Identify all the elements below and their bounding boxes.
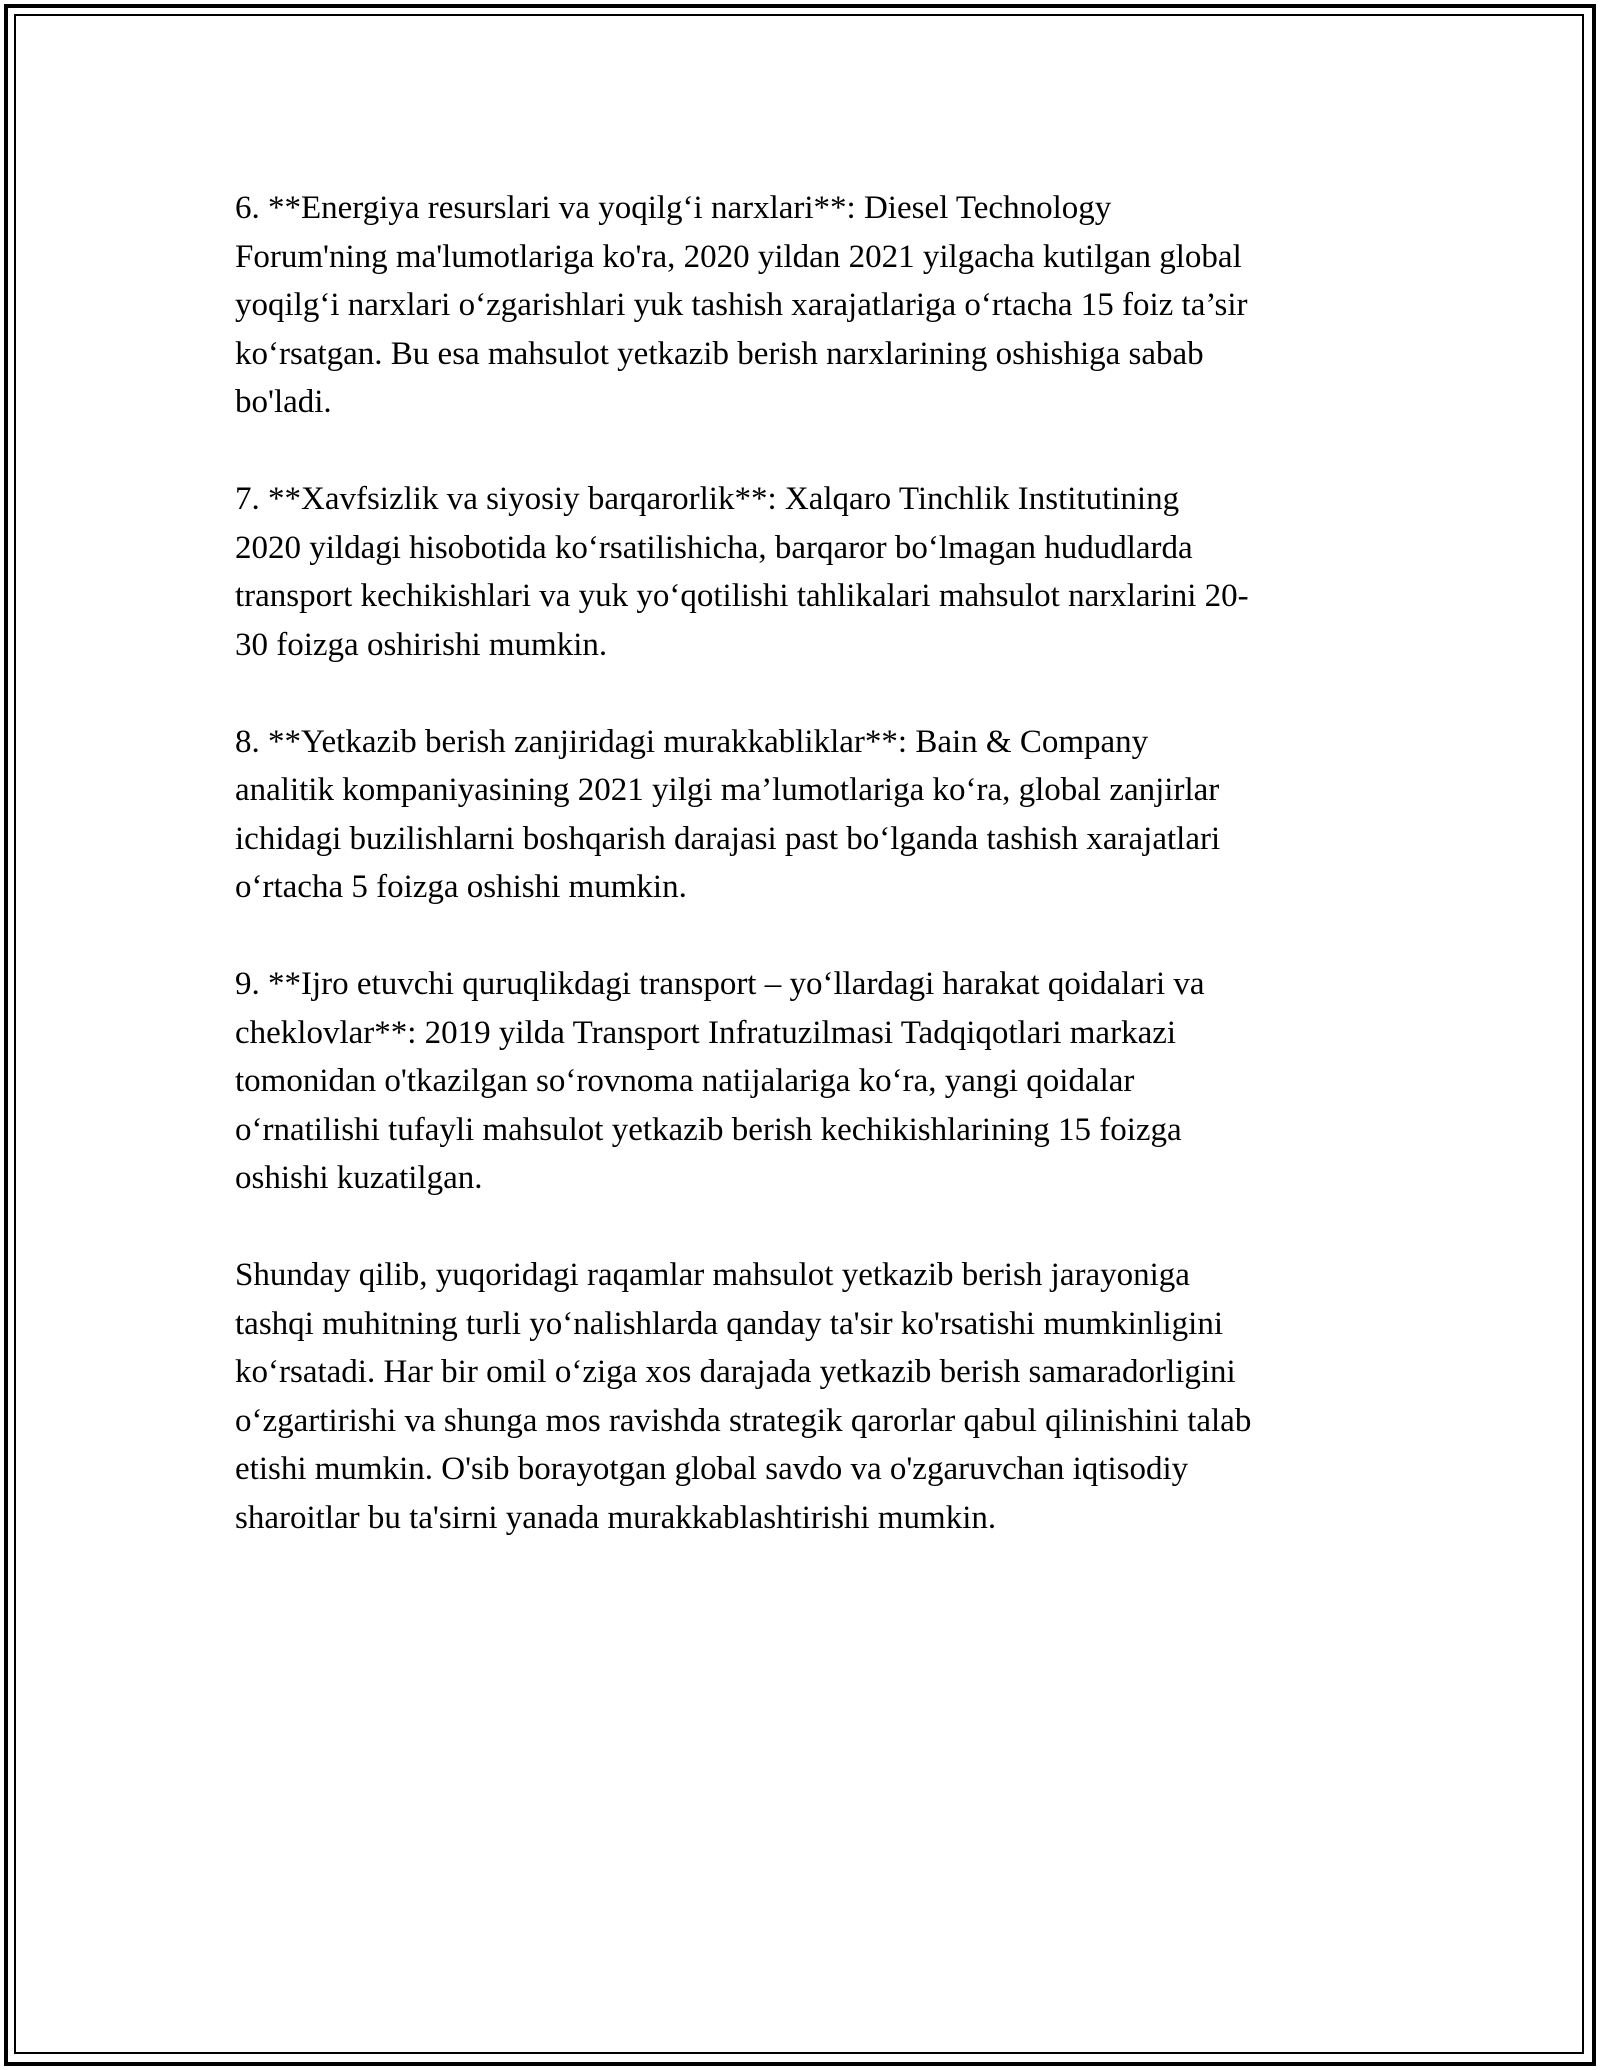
text-line: oshishi kuzatilgan. bbox=[235, 1160, 483, 1196]
text-line: tashqi muhitning turli yo‘nalishlarda qanday ta'sir ko'rsatishi mumkinligini bbox=[235, 1305, 1224, 1342]
text-line: 2020 yildagi hisobotida ko‘rsatilishicha, barqaror bo‘lmagan hududlarda bbox=[235, 529, 1193, 566]
text-line: sharoitlar bu ta'sirni yanada murakkablashtirishi mumkin. bbox=[235, 1499, 997, 1536]
text-line: o‘rnatilishi tufayli mahsulot yetkazib berish kechikishlarining 15 foizga bbox=[235, 1111, 1182, 1148]
document-body bbox=[235, 184, 1375, 1542]
text-line: ko‘rsatadi. Har bir omil o‘ziga xos darajada yetkazib berish samaradorligini bbox=[235, 1354, 1236, 1390]
paragraph-9-land-transport-rules bbox=[235, 960, 1375, 1203]
text-line: 6. **Energiya resurslari va yoqilg‘i narxlari**: Diesel Technology bbox=[235, 190, 1112, 226]
text-line: 30 foizga oshirishi mumkin. bbox=[235, 626, 608, 663]
text-line: 9. **Ijro etuvchi quruqlikdagi transport – yo‘llardagi harakat qoidalari va bbox=[235, 966, 1205, 1002]
text-line: o‘zgartirishi va shunga mos ravishda strategik qarorlar qabul qilinishini talab bbox=[235, 1402, 1252, 1439]
paragraph-7-security-stability bbox=[235, 475, 1375, 669]
text-line: ichidagi buzilishlarni boshqarish darajasi past bo‘lganda tashish xarajatlari bbox=[235, 820, 1221, 857]
text-line: Shunday qilib, yuqoridagi raqamlar mahsulot yetkazib berish jarayoniga bbox=[235, 1257, 1190, 1293]
text-line: ko‘rsatgan. Bu esa mahsulot yetkazib berish narxlarining oshishiga sabab bbox=[235, 335, 1204, 372]
text-line: transport kechikishlari va yuk yo‘qotilishi tahlikalari mahsulot narxlarini 20- bbox=[235, 578, 1249, 614]
text-line: analitik kompaniyasining 2021 yilgi ma’lumotlariga ko‘ra, global zanjirlar bbox=[235, 772, 1220, 808]
paragraph-8-supply-chain-complexity bbox=[235, 718, 1375, 912]
text-line: bo'ladi. bbox=[235, 384, 332, 420]
text-line: yoqilg‘i narxlari o‘zgarishlari yuk tashish xarajatlariga o‘rtacha 15 foiz ta’sir bbox=[235, 287, 1248, 323]
text-line: etishi mumkin. O'sib borayotgan global savdo va o'zgaruvchan iqtisodiy bbox=[235, 1451, 1189, 1487]
text-line: 7. **Xavfsizlik va siyosiy barqarorlik**: Xalqaro Tinchlik Institutining bbox=[235, 481, 1180, 517]
text-line: Forum'ning ma'lumotlariga ko'ra, 2020 yildan 2021 yilgacha kutilgan global bbox=[235, 238, 1242, 275]
paragraph-conclusion bbox=[235, 1251, 1375, 1542]
text-line: cheklovlar**: 2019 yilda Transport Infratuzilmasi Tadqiqotlari markazi bbox=[235, 1014, 1177, 1051]
text-line: tomonidan o'tkazilgan so‘rovnoma natijalariga ko‘ra, yangi qoidalar bbox=[235, 1063, 1135, 1099]
text-line: o‘rtacha 5 foizga oshishi mumkin. bbox=[235, 869, 687, 905]
text-line: 8. **Yetkazib berish zanjiridagi murakkabliklar**: Bain & Company bbox=[235, 723, 1149, 760]
paragraph-6-energy-fuel-prices bbox=[235, 184, 1375, 427]
